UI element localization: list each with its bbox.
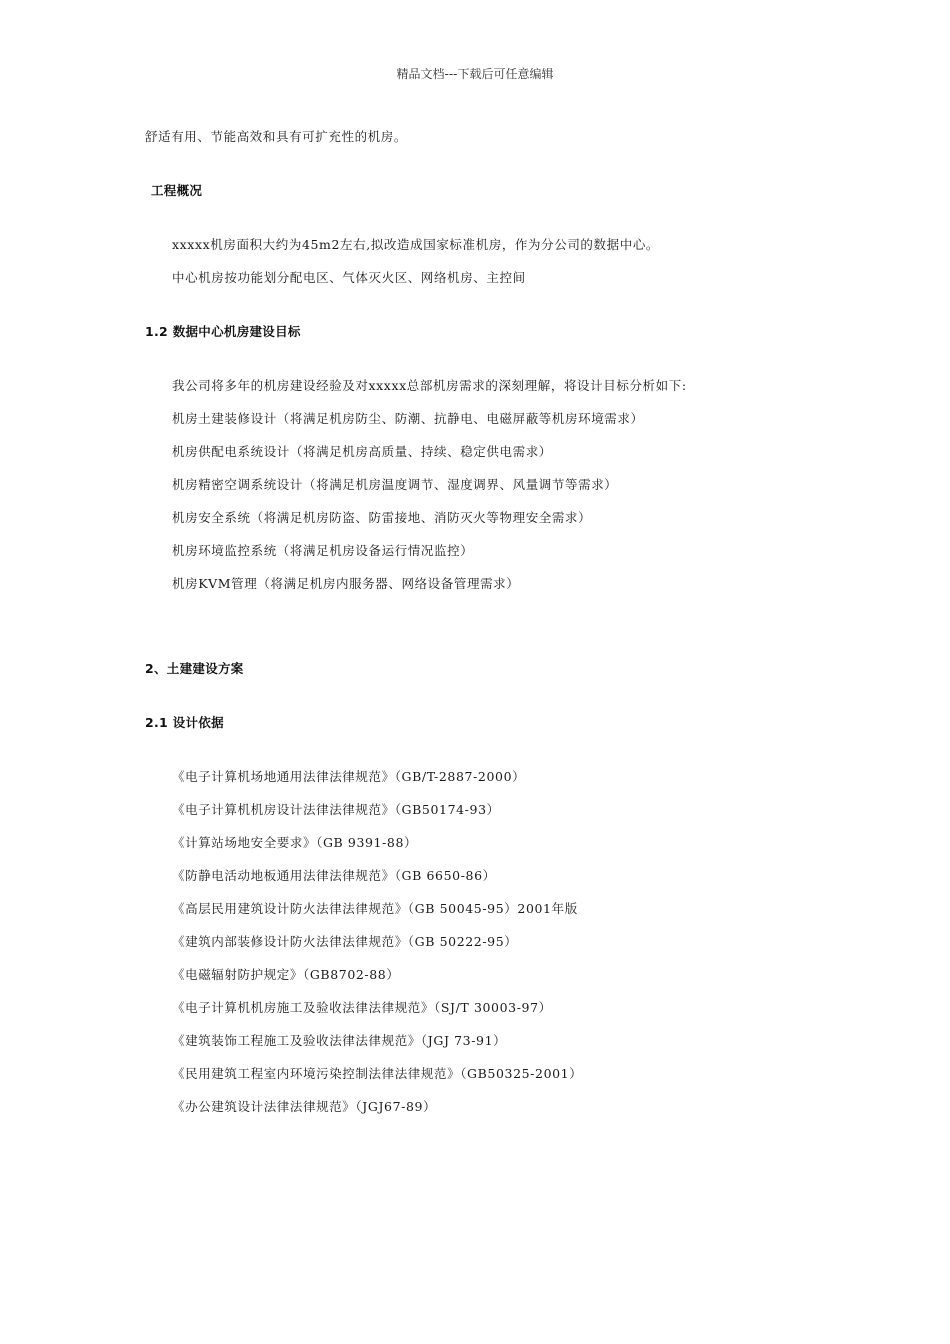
reference-item: 《建筑内部装修设计防火法律法律规范》（GB 50222-95） (172, 934, 518, 949)
list-item: 机房环境监控系统（将满足机房设备运行情况监控） (172, 543, 474, 558)
section-heading-2: 2、土建建设方案 (145, 661, 244, 676)
list-item: 机房安全系统（将满足机房防盗、防雷接地、消防灭火等物理安全需求） (172, 510, 592, 525)
reference-item: 《电磁辐射防护规定》（GB8702-88） (172, 967, 400, 982)
reference-item: 《民用建筑工程室内环境污染控制法律法律规范》（GB50325-2001） (172, 1066, 583, 1081)
reference-item: 《防静电活动地板通用法律法律规范》（GB 6650-86） (172, 868, 496, 883)
reference-item: 《电子计算机场地通用法律法律规范》（GB/T-2887-2000） (172, 769, 526, 784)
paragraph: 中心机房按功能划分配电区、气体灭火区、网络机房、主控间 (172, 270, 526, 285)
page-header: 精品文档---下载后可任意编辑 (396, 67, 554, 81)
intro-text: 舒适有用、节能高效和具有可扩充性的机房。 (145, 129, 408, 144)
section-heading-1-2: 1.2 数据中心机房建设目标 (145, 324, 301, 339)
reference-item: 《电子计算机机房施工及验收法律法律规范》（SJ/T 30003-97） (172, 1000, 552, 1015)
list-item: 机房精密空调系统设计（将满足机房温度调节、湿度调界、风量调节等需求） (172, 477, 618, 492)
list-item: 机房KVM管理（将满足机房内服务器、网络设备管理需求） (172, 576, 520, 591)
reference-item: 《建筑装饰工程施工及验收法律法律规范》（JGJ 73-91） (172, 1033, 507, 1048)
paragraph: 我公司将多年的机房建设经验及对xxxxx总部机房需求的深刻理解，将设计目标分析如下: (172, 378, 687, 393)
paragraph: xxxxx机房面积大约为45m2左右,拟改造成国家标准机房，作为分公司的数据中心。 (172, 237, 660, 252)
list-item: 机房土建装修设计（将满足机房防尘、防潮、抗静电、电磁屏蔽等机房环境需求） (172, 411, 644, 426)
reference-item: 《计算站场地安全要求》（GB 9391-88） (172, 835, 418, 850)
section-heading-overview: 工程概况 (151, 183, 203, 198)
reference-item: 《办公建筑设计法律法律规范》（JGJ67-89） (172, 1099, 437, 1114)
reference-item: 《高层民用建筑设计防火法律法律规范》（GB 50045-95）2001年版 (172, 901, 578, 916)
list-item: 机房供配电系统设计（将满足机房高质量、持续、稳定供电需求） (172, 444, 552, 459)
reference-item: 《电子计算机机房设计法律法律规范》（GB50174-93） (172, 802, 500, 817)
section-heading-2-1: 2.1 设计依据 (145, 715, 224, 730)
